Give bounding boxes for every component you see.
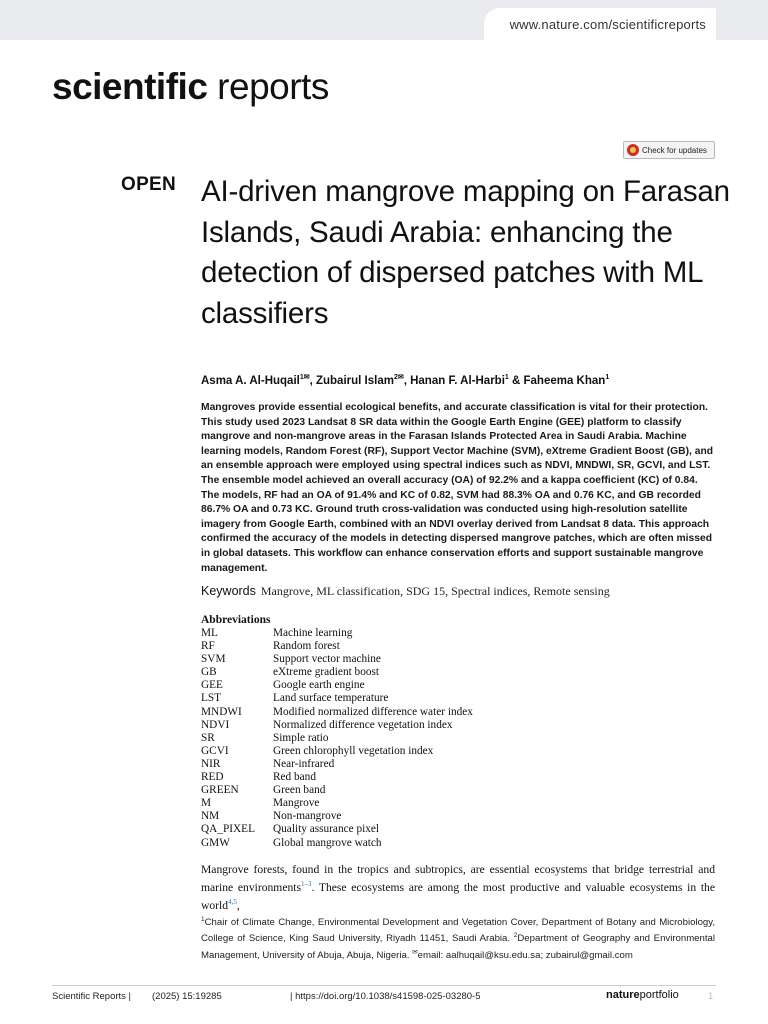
abbreviation-row [201, 837, 473, 850]
abbreviation-meaning: Modified normalized difference water index [273, 705, 473, 718]
footer-journal: Scientific Reports | [52, 991, 132, 1002]
abbreviation-meaning: Near-infrared [273, 757, 335, 770]
abbreviation-meaning: Google earth engine [273, 679, 365, 692]
page-number: 1 [708, 991, 714, 1002]
author-name[interactable]: Faheema Khan [523, 374, 606, 387]
author-name[interactable]: Zubairul Islam [315, 374, 394, 387]
author-name[interactable]: Hanan F. Al-Harbi [410, 374, 505, 387]
abbreviation-code: GCVI [201, 744, 229, 757]
abbreviation-code: SR [201, 731, 215, 744]
footer-citation: (2025) 15:19285 [152, 991, 222, 1002]
abbreviation-row [201, 758, 473, 771]
abbreviation-meaning: Mangrove [273, 797, 320, 810]
abbreviation-code: SVM [201, 653, 226, 666]
author-affiliation-mark: 2✉ [393, 374, 404, 381]
reference-link[interactable]: 4,5 [228, 897, 237, 906]
abbreviation-meaning: Red band [273, 771, 316, 784]
abbreviation-row [201, 679, 473, 692]
keywords-label: Keywords [201, 584, 256, 598]
introduction-paragraph [201, 862, 715, 913]
abbreviation-row [201, 627, 473, 640]
affiliation-text: Chair of Climate Change, Environmental Development and Vegetation Cover, Department of Botany and Microbiology, College of Science, King Saud University, Riyadh 11451, Saudi Arabia. [201, 917, 715, 945]
check-updates-button[interactable] [623, 141, 715, 159]
abbreviation-row [201, 706, 473, 719]
abbreviation-row [201, 692, 473, 705]
logo-bold-text: scientific [52, 66, 208, 107]
intro-text: . These ecosystems are among the most productive and valuable ecosystems in the world [201, 880, 715, 912]
crossmark-icon [627, 144, 639, 156]
abbreviation-code: NDVI [201, 718, 230, 731]
abbreviation-code: M [201, 797, 212, 810]
abbreviation-meaning: Support vector machine [273, 653, 381, 666]
author-affiliation-mark: 1✉ [299, 374, 310, 381]
footer-divider [52, 985, 716, 986]
author-affiliation-mark: 1 [504, 374, 509, 381]
abbreviation-code: RED [201, 771, 224, 784]
intro-text: Mangrove forests, found in the tropics and subtropics, are essential ecosystems that bridge terrestrial and marine environments [201, 863, 715, 894]
brand-regular: portfolio [639, 989, 679, 1001]
abbreviation-row [201, 823, 473, 836]
email-addresses[interactable]: email: aalhuqail@ksu.edu.sa; zubairul@gmail.com [417, 949, 633, 961]
affiliations [201, 913, 715, 962]
abbreviation-code: NIR [201, 757, 221, 770]
reference-link[interactable]: 1–3 [301, 880, 312, 888]
author-separator: , [403, 374, 411, 387]
abbreviations-list [201, 627, 473, 850]
abstract: Mangroves provide essential ecological benefits, and accurate classification is vital for their protection. This study used 2023 Landsat 8 SR data within the Google Earth Engine (GEE) platform to classify mangrove and non-mangrove areas in the Farasan Islands Protected Area in Saudi Arabia. Machine learning models, Random Forest (RF), Support Vector Machine (SVM), eXtreme Gradient Boost (GB), and an ensemble approach were employed using spectral indices such as NDVI, MNDWI, SR, GCVI, and LST. The ensemble model achieved an overall accuracy (OA) of 92.2% and a kappa coefficient (KC) of 0.84. The models, RF had an OA of 91.4% and KC of 0.82, SVM had 88.3% OA and 0.76 KC, and GB recorded 86.7% OA and 0.73 KC. Ground truth cross-validation was conducted using high-resolution satellite imagery from Google Earth, combined with an NDVI overlay derived from Landsat 8 data. This approach confirmed the accuracy of the models in detecting dispersed mangrove patches, which are often missed in global datasets. This workflow can enhance conservation efforts and support sustainable mangrove management. [201, 402, 714, 574]
abbreviation-code: RF [201, 640, 215, 653]
abbreviations-heading: Abbreviations [201, 614, 271, 626]
abbreviation-meaning: eXtreme gradient boost [273, 666, 380, 679]
author-separator: & [508, 374, 524, 387]
abbreviation-row [201, 784, 473, 797]
affiliation-text: Department of Geography and Environmental Management, University of Abuja, Abuja, Nigeria. [201, 933, 715, 961]
abbreviation-code: GB [201, 666, 217, 679]
author-name[interactable]: Asma A. Al-Huqail [201, 374, 300, 387]
abbreviation-meaning: Global mangrove watch [273, 836, 382, 849]
abbreviation-row [201, 771, 473, 784]
keywords [201, 584, 610, 599]
abbreviation-row [201, 810, 473, 823]
abbreviation-code: ML [201, 627, 218, 639]
abbreviation-row [201, 653, 473, 666]
abbreviation-row [201, 732, 473, 745]
logo-regular-text: reports [207, 66, 329, 107]
keywords-text: Mangrove, ML classification, SDG 15, Spectral indices, Remote sensing [260, 584, 610, 598]
abbreviation-code: GMW [201, 836, 230, 849]
abbreviation-meaning: Green band [273, 784, 326, 797]
check-updates-label: Check for updates [642, 145, 707, 155]
abbreviation-meaning: Non-mangrove [273, 810, 342, 823]
author-list [201, 373, 609, 387]
abbreviation-code: GEE [201, 679, 223, 692]
abbreviation-code: MNDWI [201, 705, 242, 718]
abbreviation-row [201, 745, 473, 758]
email-icon: ✉ [412, 948, 418, 956]
open-access-label: OPEN [121, 174, 177, 195]
footer-doi-link[interactable]: | https://doi.org/10.1038/s41598-025-03280-5 [290, 991, 481, 1002]
abbreviation-meaning: Green chlorophyll vegetation index [273, 744, 434, 757]
abbreviation-code: LST [201, 692, 222, 705]
abbreviation-meaning: Land surface temperature [273, 692, 389, 705]
author-separator: , [309, 374, 316, 387]
abbreviation-code: GREEN [201, 784, 239, 797]
intro-text: , [236, 898, 240, 912]
journal-url-link[interactable]: www.nature.com/scientificreports [484, 8, 716, 40]
author-affiliation-mark: 1 [605, 374, 610, 381]
abbreviation-row [201, 640, 473, 653]
abbreviation-code: NM [201, 810, 220, 823]
abbreviation-row [201, 719, 473, 732]
abbreviation-row [201, 797, 473, 810]
affiliation-number: 1 [201, 916, 205, 923]
abbreviation-code: QA_PIXEL [201, 823, 255, 836]
abbreviation-meaning: Normalized difference vegetation index [273, 718, 453, 731]
nature-portfolio-logo [606, 989, 679, 1001]
abbreviation-meaning: Simple ratio [273, 731, 329, 744]
abbreviation-meaning: Machine learning [273, 627, 353, 639]
affiliation-number: 2 [513, 932, 518, 940]
abbreviation-meaning: Random forest [273, 640, 340, 653]
abbreviation-row [201, 666, 473, 679]
journal-logo[interactable] [52, 66, 329, 108]
brand-bold: nature [606, 989, 640, 1001]
top-bar [0, 0, 768, 40]
abbreviation-meaning: Quality assurance pixel [273, 823, 380, 836]
article-title: AI-driven mangrove mapping on Farasan Islands, Saudi Arabia: enhancing the detection of dispersed patches with ML classifiers [201, 175, 730, 330]
